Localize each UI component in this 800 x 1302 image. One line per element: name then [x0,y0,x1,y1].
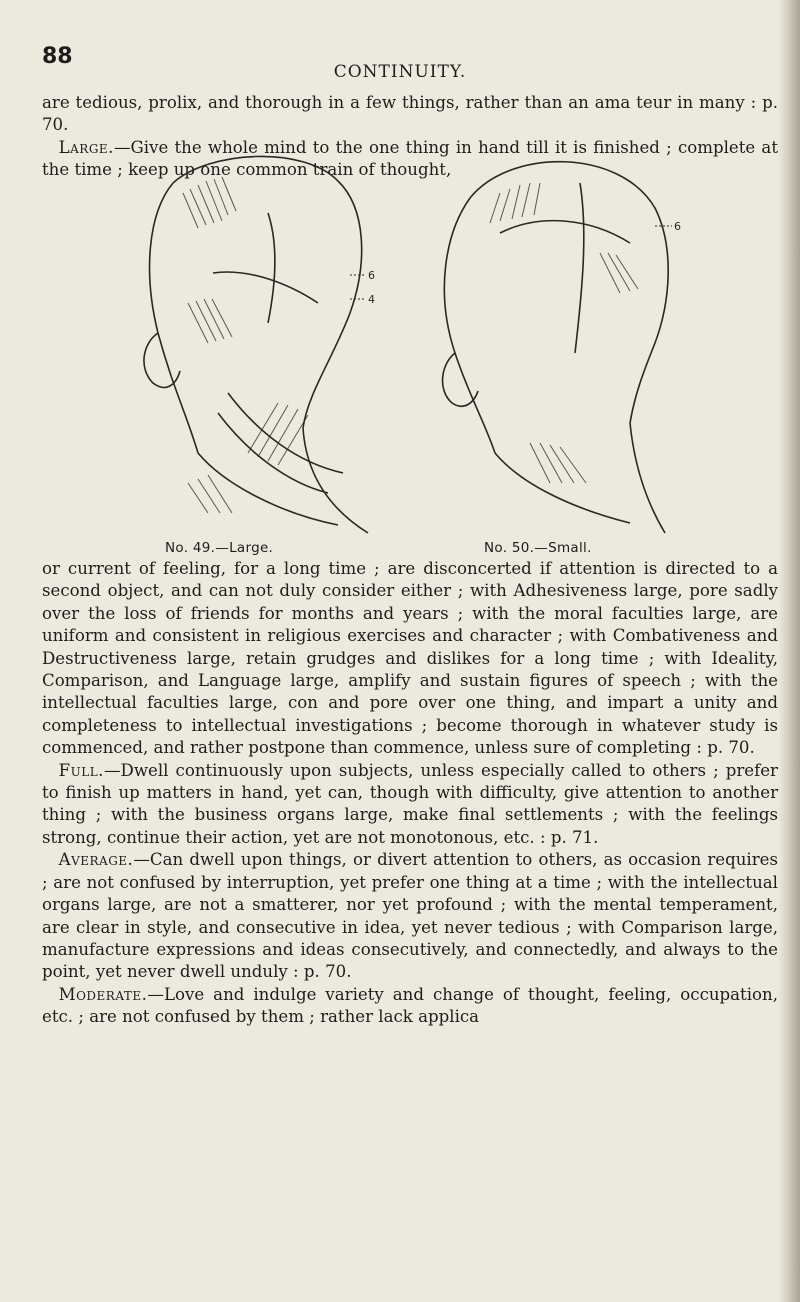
paragraph-text: —Love and indulge variety and change of thought, feeling, occupation, etc. ; are not confused by them ; rather lack applica [42,984,778,1027]
head-engraving-small [430,153,685,538]
section-label-average: Average. [58,850,134,870]
page-edge-shadow [778,0,800,1302]
paragraph-text: —Give the whole mind to the one thing in hand till it is finished ; complete at the time ; keep up one common train of thought, [42,137,778,180]
section-label-full: Full. [58,760,104,780]
paragraph-text: are tedious, prolix, and thorough in a few things, rather than an ama teur in many : p. 70. [42,93,778,135]
paragraph-text: or current of feeling, for a long time ; are disconcerted if attention is directed to a second object, and can not duly consider either ; with Adhesiveness large, pore sadly over the loss of friends for months and years ; with the moral faculties large, are uniform and consistent in religious exercises and character ; with Combativeness and Destructiveness large, retain grudges and dislikes for a long time ; with Ideality, Comparison, and Language large, amplify and sustain figures of speech ; with the intellectual faculties large, con and pore over one thing, and impart a unity and completeness to intellectual investigations ; become thorough in whatever study is commenced, and rather postpone than commence, unless sure of completing : p. 70. [42,559,778,758]
figure-caption-small: No. 50.—Small. [484,540,592,556]
figure-small-head [430,153,685,538]
running-head: CONTINUITY. [333,62,467,82]
figure-marker-6: 6 [674,220,681,233]
figure-marker-6: 6 [368,269,375,282]
paragraph-text: —Dwell continuously upon subjects, unless especially called to others ; prefer to finish up matters in hand, yet can, though with difficulty, give attention to another thing ; with the business organs large, make final settlements ; with the feelings strong, continue their action, yet are not monotonous, etc. : p. 71. [42,760,778,847]
figure-marker-4: 4 [368,293,375,306]
page-number: 88 [42,44,73,69]
figure-large-head [128,153,393,538]
paragraph-text: —Can dwell upon things, or divert attention to others, as occasion requires ; are not confused by interruption, yet prefer one thing at a time ; with the intellectual organs large, are not a smatterer, nor yet profound ; with the mental temperament, are clear in style, and consecutive in idea, yet never tedious ; with Comparison large, manufacture expressions and ideas consecutively, and connectedly, and always to the point, yet never dwell unduly : p. 70. [42,850,778,982]
section-label-large: Large. [58,137,114,157]
bottom-text [42,558,778,1029]
figure-caption-large: No. 49.—Large. [165,540,274,556]
head-engraving-large [128,153,393,538]
section-label-moderate: Moderate. [58,984,148,1004]
